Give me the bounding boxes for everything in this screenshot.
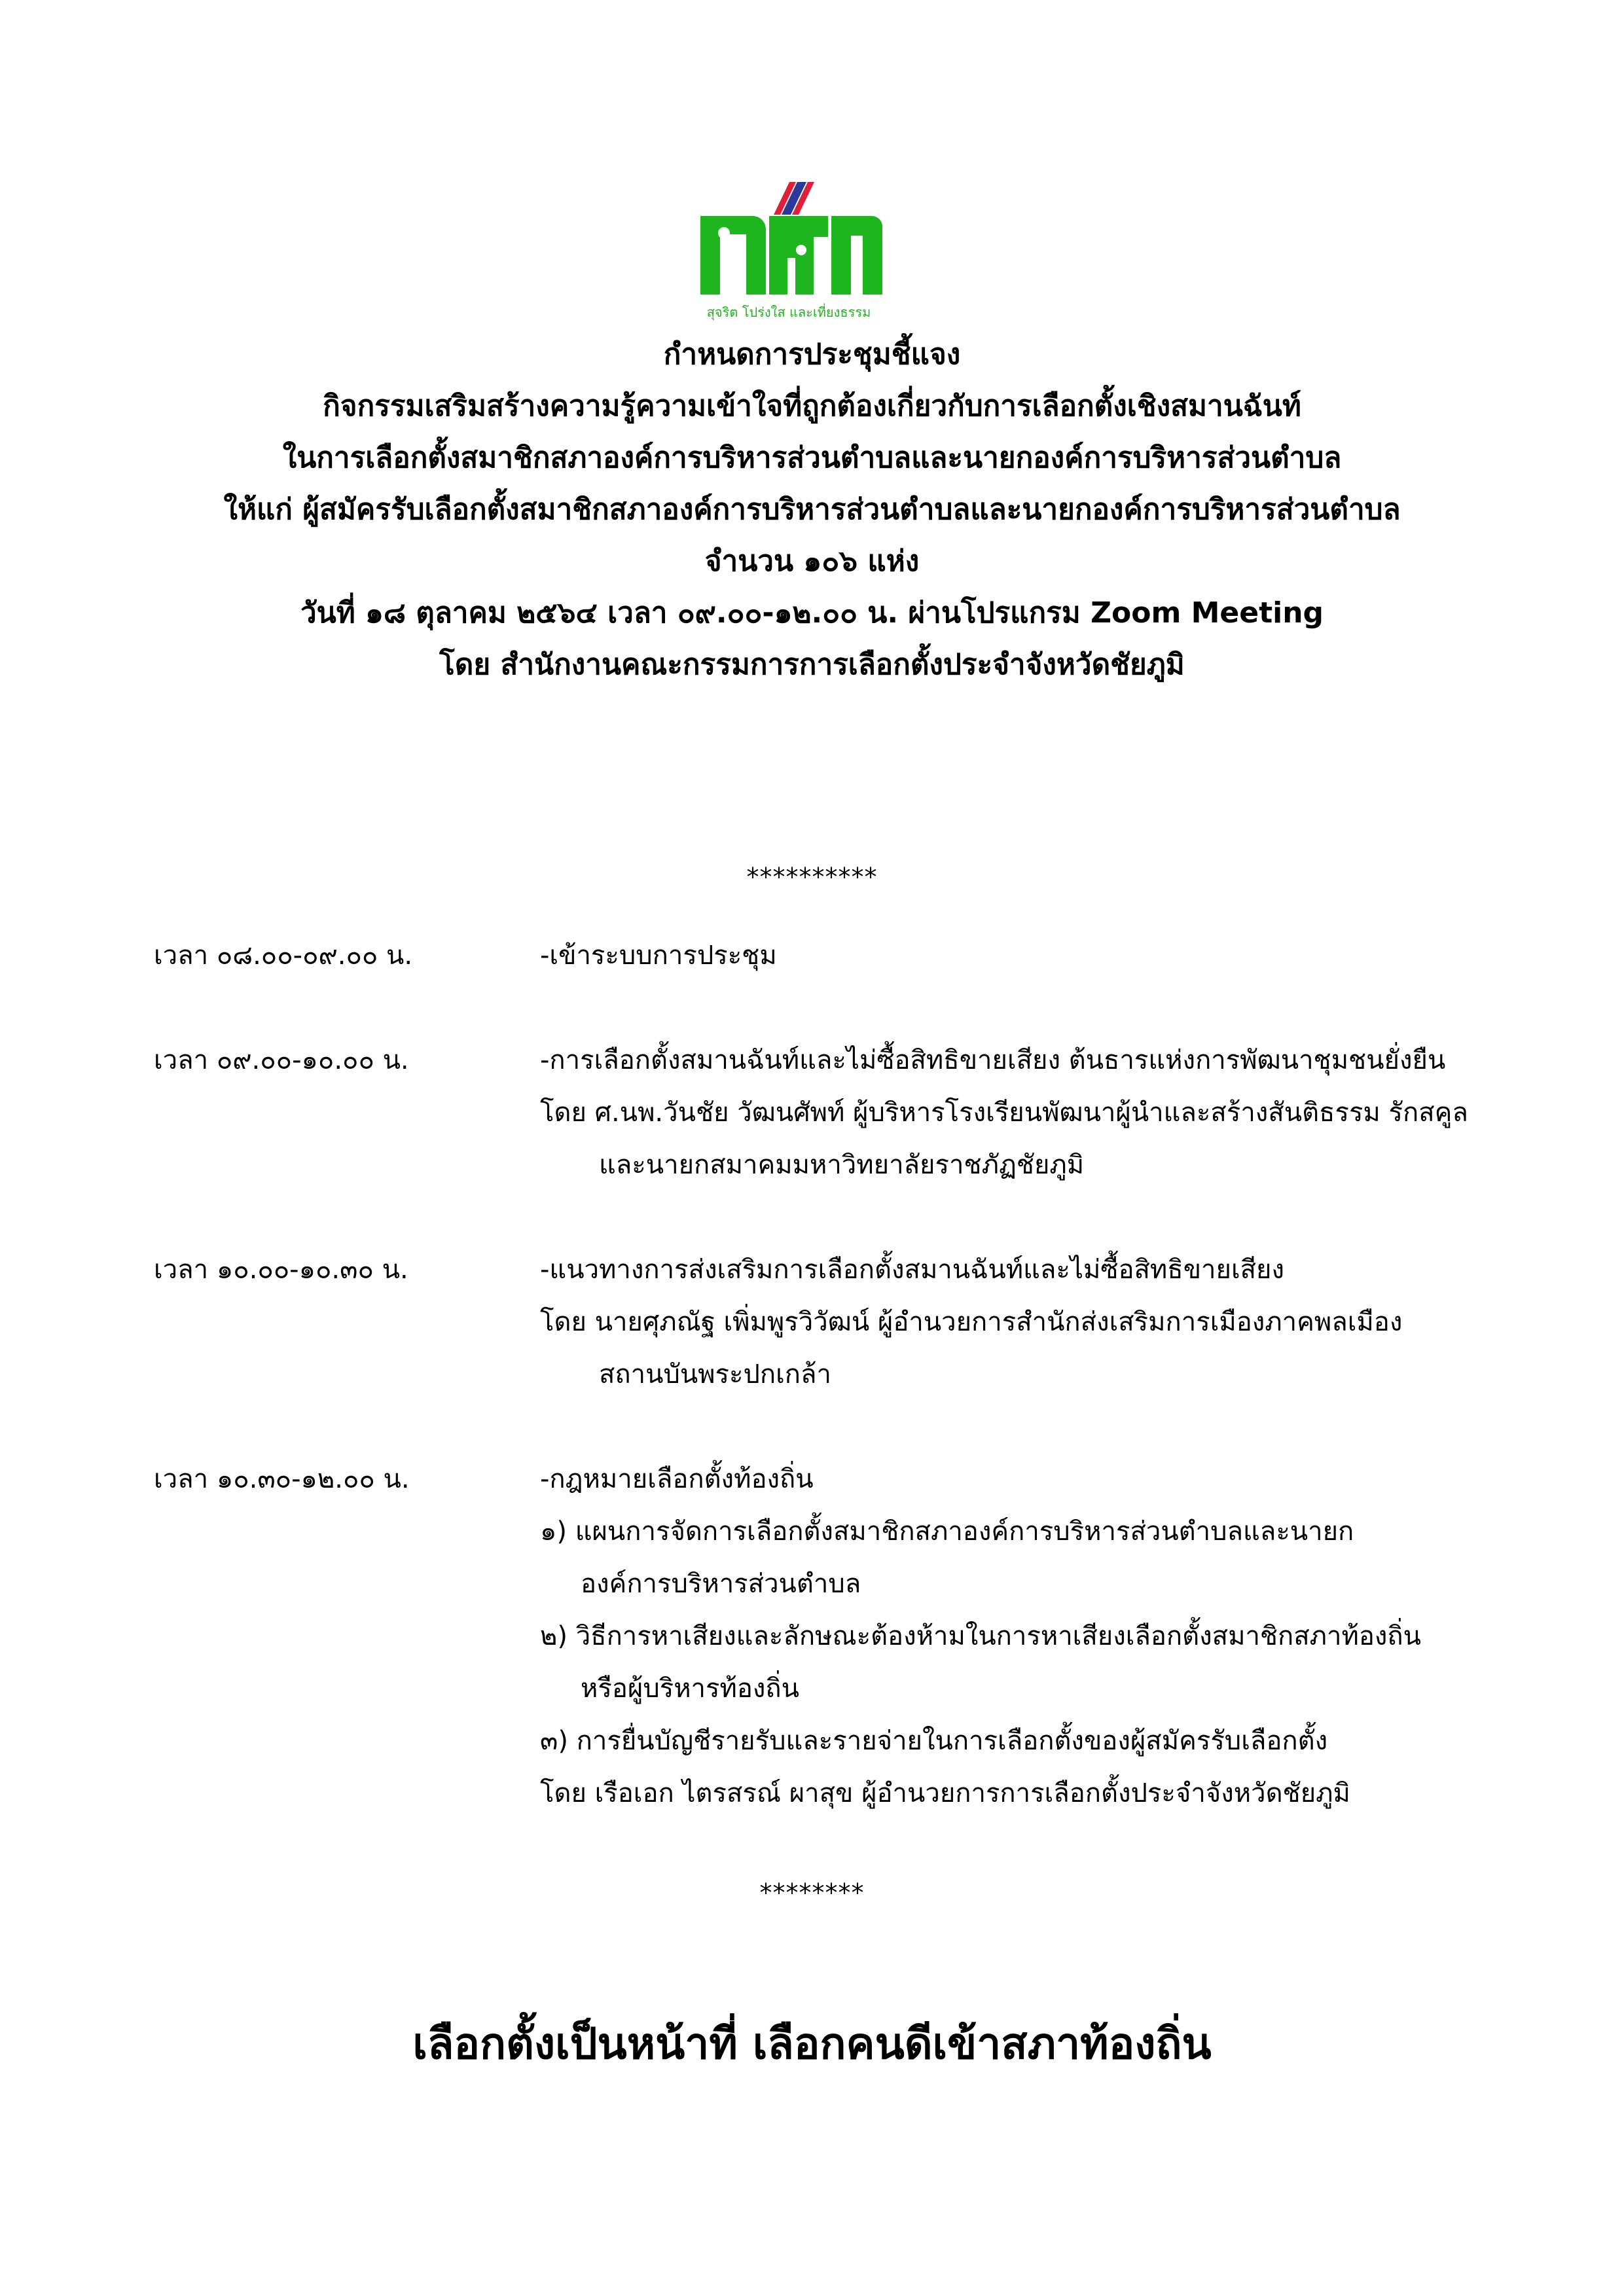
header-datetime: วันที่ ๑๘ ตุลาคม ๒๕๖๔ เวลา ๐๙.๐๐-๑๒.๐๐ น. ผ่านโปรแกรม Zoom Meeting bbox=[300, 596, 1324, 630]
agenda-speaker: โดย เรือเอก ไตรสรณ์ ผาสุข ผู้อำนวยการการเลือกตั้งประจำจังหวัดชัยภูมิ bbox=[540, 1778, 1350, 1808]
flag-stripes-icon bbox=[774, 182, 814, 215]
agenda-topic: -แนวทางการส่งเสริมการเลือกตั้งสมานฉันท์และไม่ซื้อสิทธิขายเสียง bbox=[540, 1255, 1284, 1285]
separator-bottom: ******** bbox=[759, 1878, 865, 1907]
agenda-topic: -การเลือกตั้งสมานฉันท์และไม่ซื้อสิทธิขายเสียง ต้นธารแห่งการพัฒนาชุมชนยั่งยืน bbox=[540, 1045, 1446, 1075]
header-title: กำหนดการประชุมชี้แจง bbox=[663, 338, 961, 371]
ect-logo bbox=[694, 177, 884, 327]
slogan: เลือกตั้งเป็นหน้าที่ เลือกคนดีเข้าสภาท้องถิ่น bbox=[412, 2018, 1212, 2069]
ect-tagline: สุจริต โปร่งใส และเที่ยงธรรม bbox=[706, 304, 871, 320]
agenda-time: เวลา ๐๙.๐๐-๑๐.๐๐ น. bbox=[154, 1045, 409, 1075]
agenda-speaker-cont: และนายกสมาคมมหาวิทยาลัยราชภัฏชัยภูมิ bbox=[599, 1150, 1085, 1180]
header-organizer: โดย สำนักงานคณะกรรมการการเลือกตั้งประจำจังหวัดชัยภูมิ bbox=[439, 648, 1185, 681]
agenda-subtopic-cont: หรือผู้บริหารท้องถิ่น bbox=[581, 1674, 799, 1704]
agenda-subtopic: ๑) แผนการจัดการเลือกตั้งสมาชิกสภาองค์การบริหารส่วนตำบลและนายก bbox=[540, 1516, 1354, 1547]
agenda-time: เวลา ๐๘.๐๐-๐๙.๐๐ น. bbox=[154, 941, 413, 971]
agenda-subtopic: ๓) การยื่นบัญชีรายรับและรายจ่ายในการเลือกตั้งของผู้สมัครรับเลือกตั้ง bbox=[540, 1726, 1328, 1756]
header-block bbox=[0, 340, 1624, 702]
header-activity: กิจกรรมเสริมสร้างความรู้ความเข้าใจที่ถูกต้องเกี่ยวกับการเลือกตั้งเชิงสมานฉันท์ bbox=[323, 389, 1301, 423]
agenda-subtopic-cont: องค์การบริหารส่วนตำบล bbox=[581, 1569, 861, 1599]
agenda-speaker: โดย ศ.นพ.วันชัย วัฒนศัพท์ ผู้บริหารโรงเรียนพัฒนาผู้นำและสร้างสันติธรรม รักสคูล bbox=[540, 1098, 1468, 1128]
agenda-time: เวลา ๑๐.๓๐-๑๒.๐๐ น. bbox=[154, 1464, 410, 1494]
agenda-item bbox=[154, 1034, 1496, 1191]
header-election-scope: ในการเลือกตั้งสมาชิกสภาองค์การบริหารส่วนตำบลและนายกองค์การบริหารส่วนตำบล bbox=[282, 441, 1342, 475]
agenda-speaker-cont: สถานบันพระปกเกล้า bbox=[599, 1359, 831, 1390]
agenda-topic: -เข้าระบบการประชุม bbox=[540, 941, 777, 971]
agenda-speaker: โดย นายศุภณัฐ เพิ่มพูรวิวัฒน์ ผู้อำนวยการสำนักส่งเสริมการเมืองภาคพลเมือง bbox=[540, 1307, 1403, 1337]
separator-top: ********** bbox=[746, 863, 878, 891]
ect-logo-graphic bbox=[694, 177, 884, 327]
header-count: จำนวน ๑๐๖ แห่ง bbox=[704, 545, 920, 578]
agenda bbox=[154, 929, 1496, 1872]
header-audience: ให้แก่ ผู้สมัครรับเลือกตั้งสมาชิกสภาองค์การบริหารส่วนตำบลและนายกองค์การบริหารส่วนตำบล bbox=[223, 493, 1401, 526]
agenda-time: เวลา ๑๐.๐๐-๑๐.๓๐ น. bbox=[154, 1255, 408, 1285]
agenda-item bbox=[154, 1453, 1496, 1820]
agenda-item bbox=[154, 1244, 1496, 1401]
agenda-topic: -กฎหมายเลือกตั้งท้องถิ่น bbox=[540, 1464, 814, 1494]
ect-lettermark-icon bbox=[700, 216, 882, 295]
agenda-item bbox=[154, 929, 1496, 982]
agenda-subtopic: ๒) วิธีการหาเสียงและลักษณะต้องห้ามในการหาเสียงเลือกตั้งสมาชิกสภาท้องถิ่น bbox=[540, 1621, 1421, 1651]
